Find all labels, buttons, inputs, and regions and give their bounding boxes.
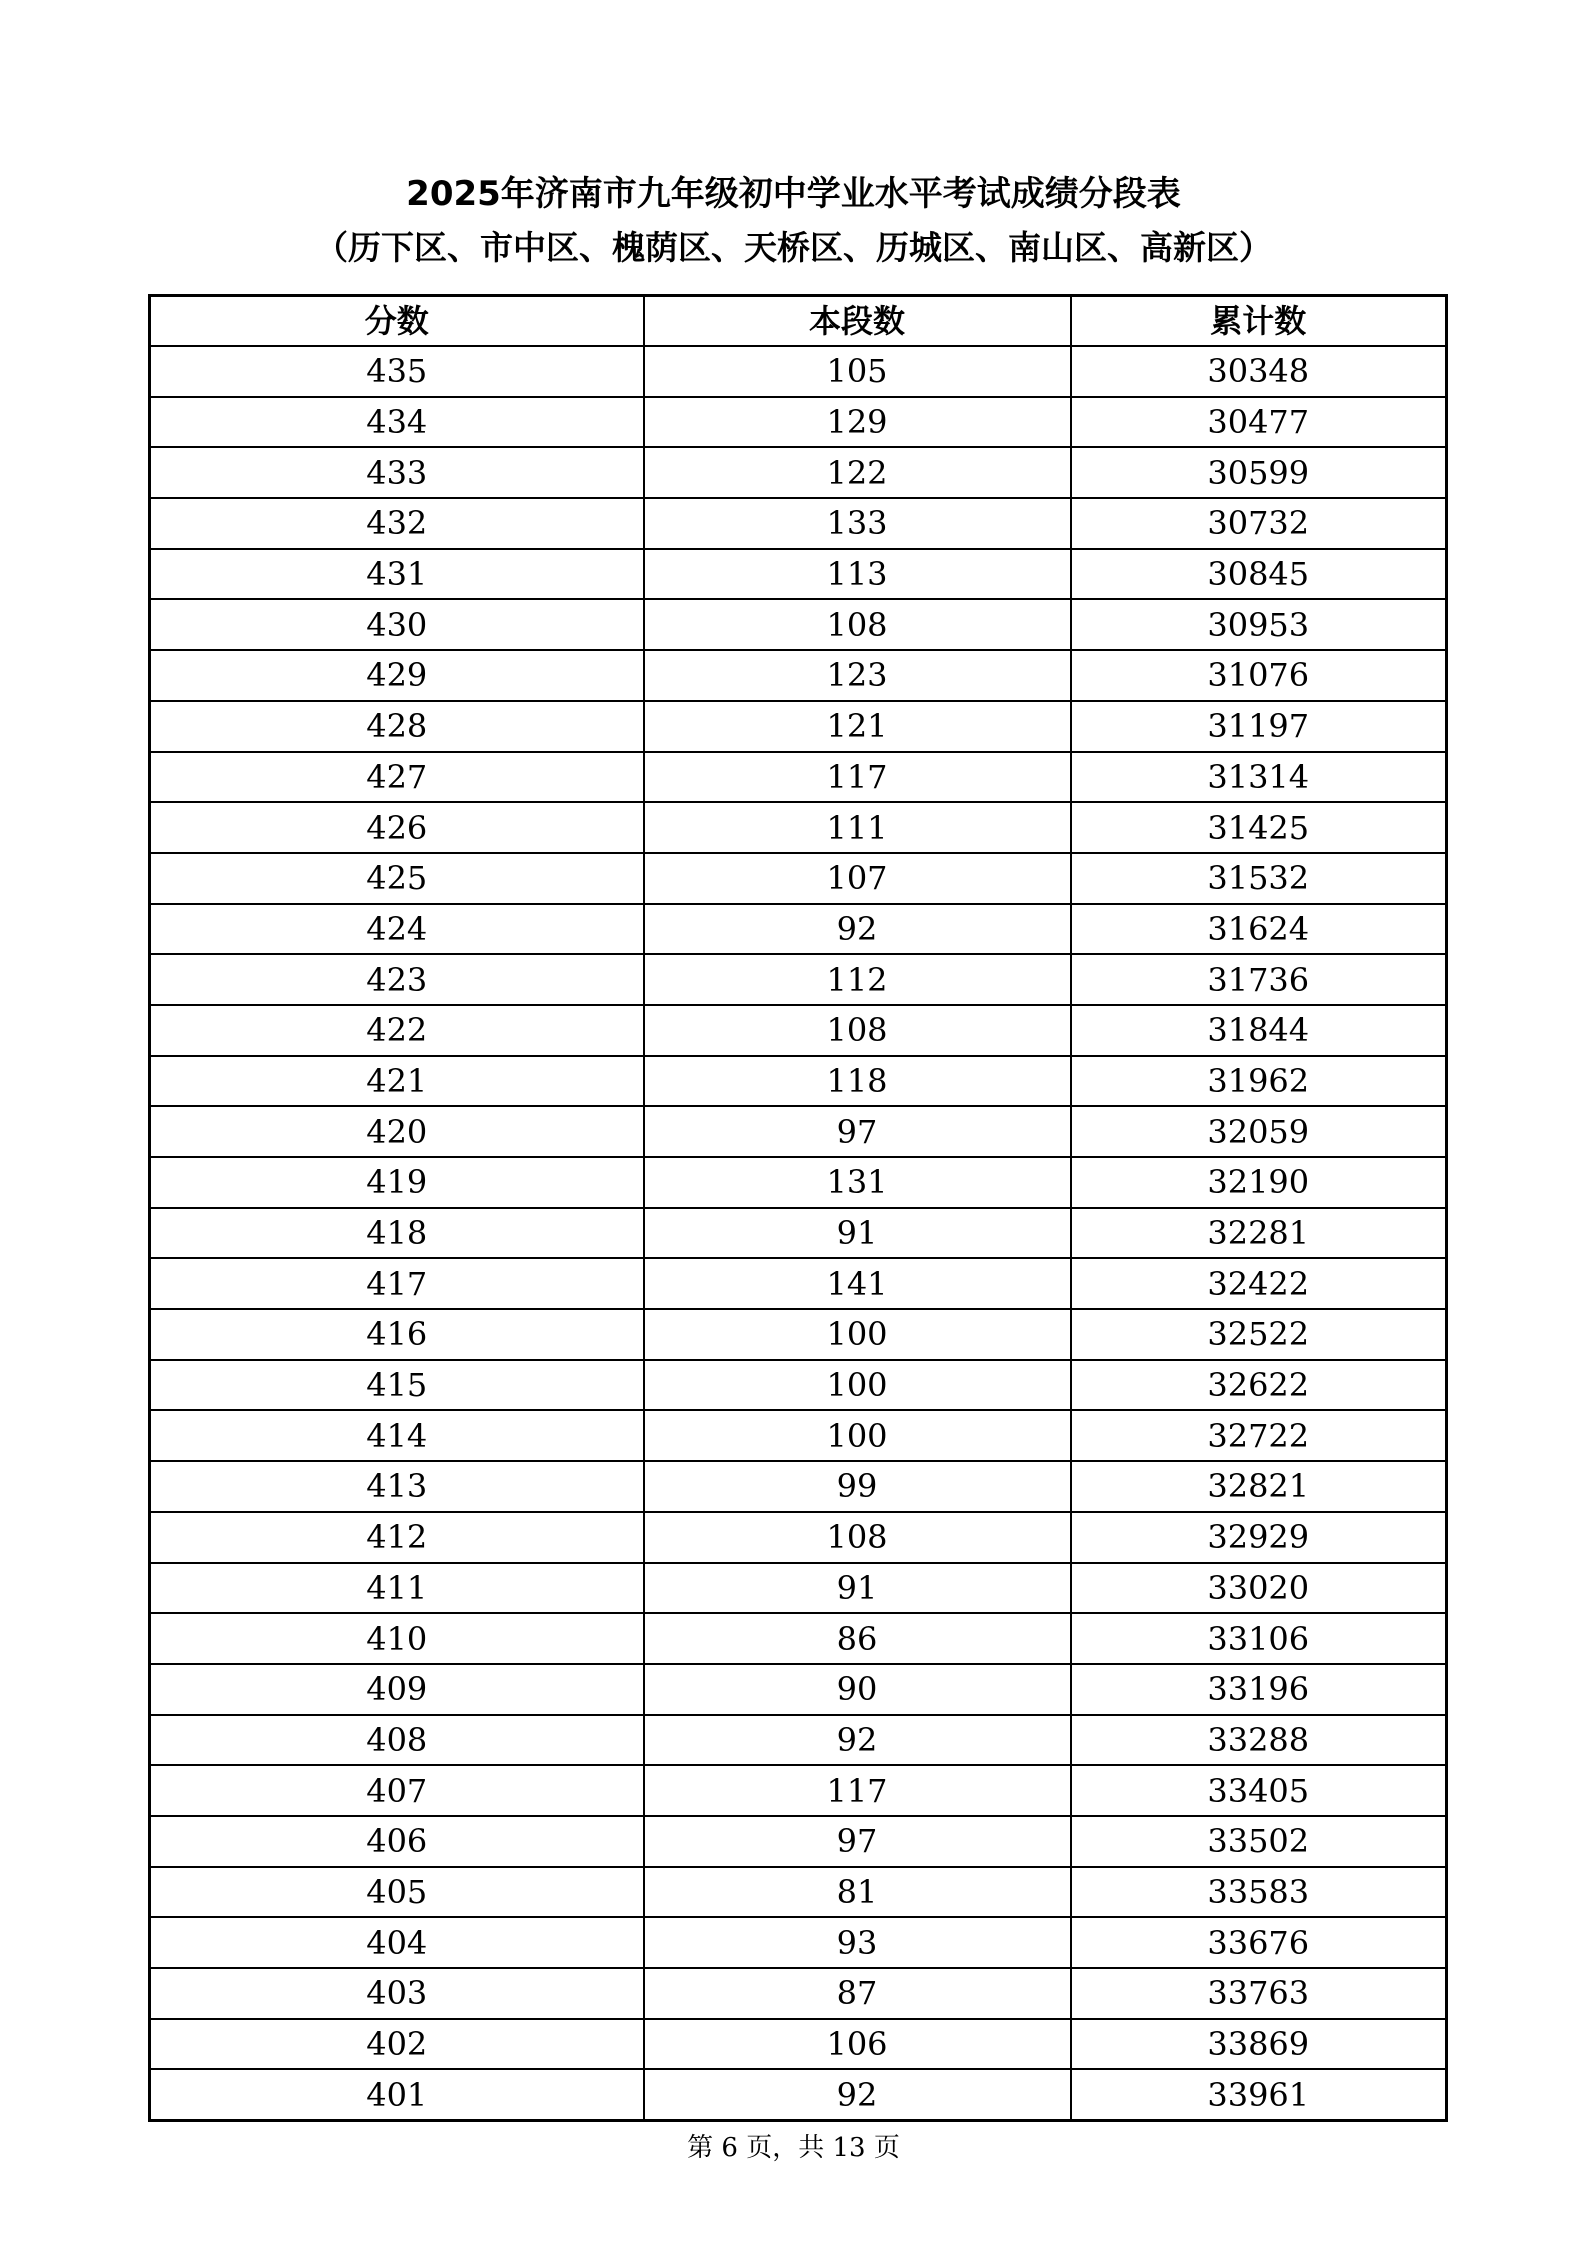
cell-cumulative-count: 32059 [1071, 1106, 1447, 1157]
cell-segment-count: 86 [644, 1613, 1071, 1664]
cell-score: 423 [150, 954, 644, 1005]
table-row [150, 2069, 1447, 2120]
cell-score: 434 [150, 397, 644, 448]
table-row [150, 1208, 1447, 1259]
cell-cumulative-count: 30477 [1071, 397, 1447, 448]
cell-score: 402 [150, 2019, 644, 2070]
cell-segment-count: 108 [644, 1005, 1071, 1056]
cell-cumulative-count: 30953 [1071, 599, 1447, 650]
cell-segment-count: 91 [644, 1208, 1071, 1259]
table-row [150, 1461, 1447, 1512]
table-row [150, 1005, 1447, 1056]
cell-cumulative-count: 31532 [1071, 853, 1447, 904]
cell-cumulative-count: 32522 [1071, 1309, 1447, 1360]
cell-cumulative-count: 31962 [1071, 1056, 1447, 1107]
table-row [150, 1157, 1447, 1208]
table-row [150, 904, 1447, 955]
cell-segment-count: 108 [644, 1512, 1071, 1563]
cell-cumulative-count: 32929 [1071, 1512, 1447, 1563]
table-row [150, 752, 1447, 803]
cell-cumulative-count: 33583 [1071, 1867, 1447, 1918]
cell-cumulative-count: 33676 [1071, 1917, 1447, 1968]
cell-segment-count: 111 [644, 802, 1071, 853]
cell-segment-count: 117 [644, 752, 1071, 803]
table-body [150, 346, 1447, 2121]
cell-score: 418 [150, 1208, 644, 1259]
cell-cumulative-count: 33869 [1071, 2019, 1447, 2070]
cell-score: 432 [150, 498, 644, 549]
cell-cumulative-count: 30732 [1071, 498, 1447, 549]
cell-cumulative-count: 32422 [1071, 1258, 1447, 1309]
column-header-cumulative-count: 累计数 [1071, 296, 1447, 347]
table-row [150, 2019, 1447, 2070]
cell-score: 431 [150, 549, 644, 600]
cell-cumulative-count: 33763 [1071, 1968, 1447, 2019]
cell-segment-count: 92 [644, 2069, 1071, 2120]
table-row [150, 549, 1447, 600]
cell-cumulative-count: 33961 [1071, 2069, 1447, 2120]
cell-cumulative-count: 32722 [1071, 1410, 1447, 1461]
cell-cumulative-count: 32281 [1071, 1208, 1447, 1259]
cell-segment-count: 106 [644, 2019, 1071, 2070]
cell-score: 403 [150, 1968, 644, 2019]
cell-segment-count: 131 [644, 1157, 1071, 1208]
cell-cumulative-count: 33288 [1071, 1715, 1447, 1766]
cell-cumulative-count: 33106 [1071, 1613, 1447, 1664]
page-footer: 第 6 页，共 13 页 [687, 2133, 900, 2163]
cell-segment-count: 121 [644, 701, 1071, 752]
column-header-score: 分数 [150, 296, 644, 347]
cell-score: 405 [150, 1867, 644, 1918]
cell-score: 411 [150, 1563, 644, 1614]
table-row [150, 1715, 1447, 1766]
cell-score: 401 [150, 2069, 644, 2120]
cell-score: 420 [150, 1106, 644, 1157]
cell-cumulative-count: 31624 [1071, 904, 1447, 955]
cell-cumulative-count: 31844 [1071, 1005, 1447, 1056]
cell-score: 410 [150, 1613, 644, 1664]
table-header-row [150, 296, 1447, 347]
cell-segment-count: 118 [644, 1056, 1071, 1107]
cell-cumulative-count: 31197 [1071, 701, 1447, 752]
cell-segment-count: 100 [644, 1410, 1071, 1461]
cell-segment-count: 97 [644, 1816, 1071, 1867]
cell-cumulative-count: 30348 [1071, 346, 1447, 397]
table-row [150, 1512, 1447, 1563]
cell-segment-count: 93 [644, 1917, 1071, 1968]
cell-score: 414 [150, 1410, 644, 1461]
table-row [150, 954, 1447, 1005]
cell-segment-count: 92 [644, 1715, 1071, 1766]
column-header-segment-count: 本段数 [644, 296, 1071, 347]
cell-segment-count: 117 [644, 1765, 1071, 1816]
cell-cumulative-count: 33502 [1071, 1816, 1447, 1867]
cell-score: 421 [150, 1056, 644, 1107]
table-row [150, 1765, 1447, 1816]
cell-cumulative-count: 32622 [1071, 1360, 1447, 1411]
table-row [150, 346, 1447, 397]
cell-segment-count: 108 [644, 599, 1071, 650]
table-row [150, 1309, 1447, 1360]
cell-cumulative-count: 31736 [1071, 954, 1447, 1005]
cell-score: 407 [150, 1765, 644, 1816]
cell-segment-count: 100 [644, 1360, 1071, 1411]
cell-score: 413 [150, 1461, 644, 1512]
table-row [150, 447, 1447, 498]
cell-score: 430 [150, 599, 644, 650]
table-row [150, 1816, 1447, 1867]
cell-segment-count: 113 [644, 549, 1071, 600]
cell-segment-count: 107 [644, 853, 1071, 904]
cell-segment-count: 97 [644, 1106, 1071, 1157]
table-row [150, 1968, 1447, 2019]
table-row [150, 1106, 1447, 1157]
cell-segment-count: 99 [644, 1461, 1071, 1512]
table-row [150, 1410, 1447, 1461]
cell-cumulative-count: 33196 [1071, 1664, 1447, 1715]
table-row [150, 802, 1447, 853]
table-row [150, 1258, 1447, 1309]
cell-segment-count: 90 [644, 1664, 1071, 1715]
table-row [150, 1563, 1447, 1614]
cell-segment-count: 141 [644, 1258, 1071, 1309]
cell-segment-count: 81 [644, 1867, 1071, 1918]
table-row [150, 1613, 1447, 1664]
cell-cumulative-count: 30845 [1071, 549, 1447, 600]
cell-segment-count: 105 [644, 346, 1071, 397]
page-subtitle: （历下区、市中区、槐荫区、天桥区、历城区、南山区、高新区） [315, 228, 1272, 267]
cell-segment-count: 87 [644, 1968, 1071, 2019]
cell-segment-count: 112 [644, 954, 1071, 1005]
cell-cumulative-count: 31314 [1071, 752, 1447, 803]
cell-cumulative-count: 33405 [1071, 1765, 1447, 1816]
cell-cumulative-count: 33020 [1071, 1563, 1447, 1614]
cell-cumulative-count: 30599 [1071, 447, 1447, 498]
cell-score: 429 [150, 650, 644, 701]
cell-score: 433 [150, 447, 644, 498]
cell-segment-count: 122 [644, 447, 1071, 498]
cell-score: 412 [150, 1512, 644, 1563]
table-row [150, 599, 1447, 650]
table-row [150, 853, 1447, 904]
cell-score: 422 [150, 1005, 644, 1056]
cell-score: 435 [150, 346, 644, 397]
cell-score: 417 [150, 1258, 644, 1309]
cell-score: 427 [150, 752, 644, 803]
table-row [150, 1664, 1447, 1715]
cell-score: 424 [150, 904, 644, 955]
cell-segment-count: 133 [644, 498, 1071, 549]
cell-score: 425 [150, 853, 644, 904]
cell-cumulative-count: 32821 [1071, 1461, 1447, 1512]
cell-score: 415 [150, 1360, 644, 1411]
cell-score: 409 [150, 1664, 644, 1715]
table-row [150, 1056, 1447, 1107]
table-row [150, 1917, 1447, 1968]
cell-score: 404 [150, 1917, 644, 1968]
cell-score: 406 [150, 1816, 644, 1867]
cell-cumulative-count: 32190 [1071, 1157, 1447, 1208]
cell-segment-count: 123 [644, 650, 1071, 701]
cell-score: 428 [150, 701, 644, 752]
cell-segment-count: 129 [644, 397, 1071, 448]
cell-segment-count: 100 [644, 1309, 1071, 1360]
cell-cumulative-count: 31076 [1071, 650, 1447, 701]
cell-segment-count: 91 [644, 1563, 1071, 1614]
cell-score: 408 [150, 1715, 644, 1766]
table-row [150, 701, 1447, 752]
cell-cumulative-count: 31425 [1071, 802, 1447, 853]
cell-score: 419 [150, 1157, 644, 1208]
table-row [150, 397, 1447, 448]
table-row [150, 498, 1447, 549]
table-row [150, 1360, 1447, 1411]
table-row [150, 650, 1447, 701]
cell-score: 426 [150, 802, 644, 853]
score-table [148, 294, 1448, 2122]
table-row [150, 1867, 1447, 1918]
cell-segment-count: 92 [644, 904, 1071, 955]
page-title: 2025年济南市九年级初中学业水平考试成绩分段表 [406, 174, 1181, 214]
cell-score: 416 [150, 1309, 644, 1360]
